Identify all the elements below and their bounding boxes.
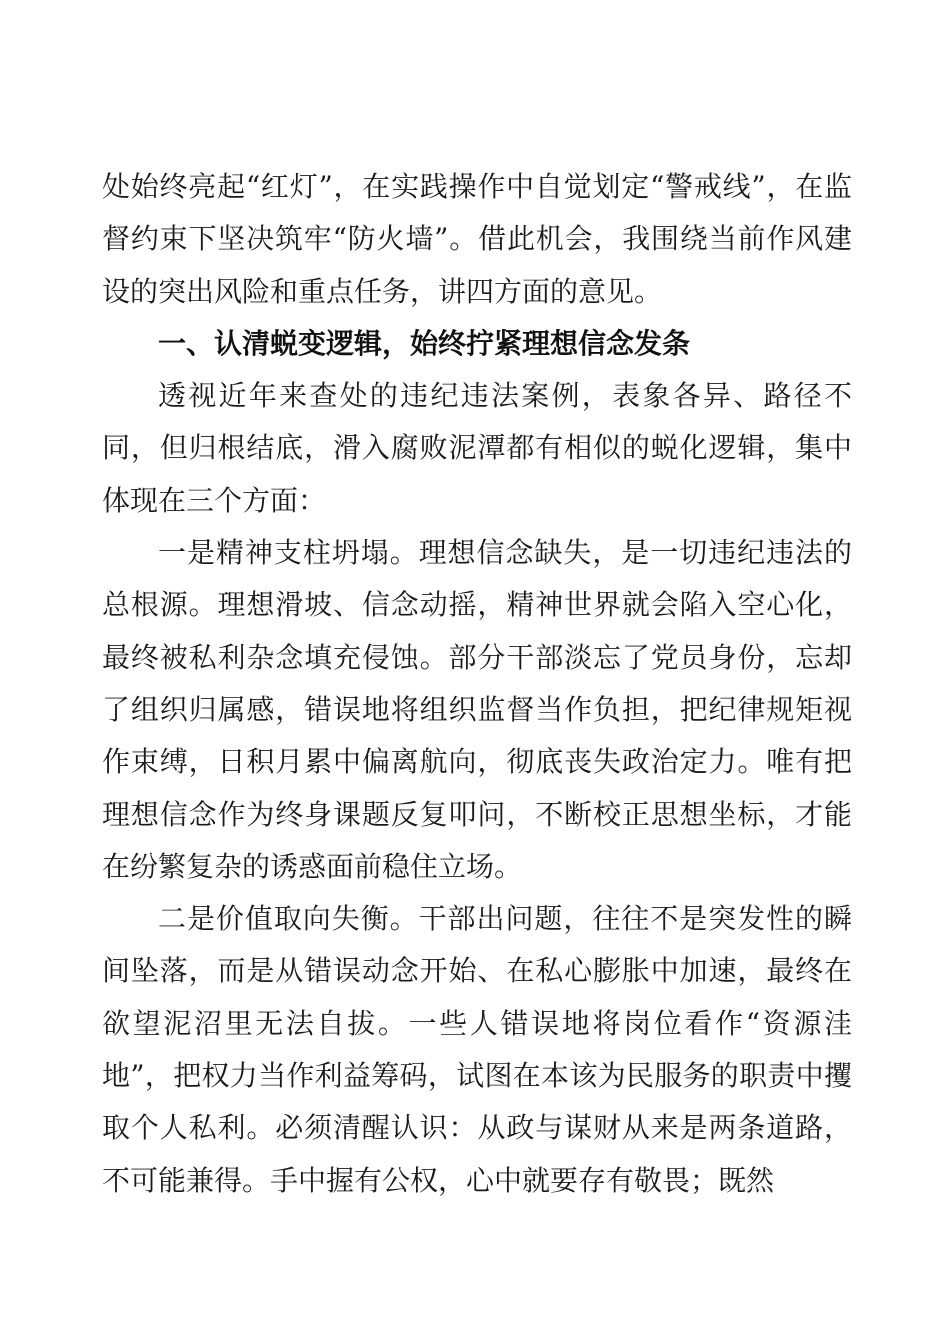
paragraph-intro: 透视近年来查处的违纪违法案例，表象各异、路径不同，但归根结底，滑入腐败泥潭都有相似的蜕化逻辑，集中体现在三个方面： — [102, 379, 852, 517]
document-body — [102, 161, 852, 1207]
section-heading: 一、认清蜕变逻辑，始终拧紧理想信念发条 — [158, 326, 691, 360]
paragraph-point-two: 二是价值取向失衡。干部出问题，往往不是突发性的瞬间坠落，而是从错误动念开始、在私心膨胀中加速，最终在欲望泥沼里无法自拔。一些人错误地将岗位看作“资源洼地”，把权力当作利益筹码，试图在本该为民服务的职责中攫取个人私利。必须清醒认识：从政与谋财从来是两条道路，不可能兼得。手中握有公权，心中就要存有敬畏；既然 — [102, 902, 852, 1197]
paragraph-point-one: 一是精神支柱坍塌。理想信念缺失，是一切违纪违法的总根源。理想滑坡、信念动摇，精神世界就会陷入空心化，最终被私利杂念填充侵蚀。部分干部淡忘了党员身份，忘却了组织归属感，错误地将组织监督当作负担，把纪律规矩视作束缚，日积月累中偏离航向，彻底丧失政治定力。唯有把理想信念作为终身课题反复叩问，不断校正思想坐标，才能在纷繁复杂的诱惑面前稳住立场。 — [102, 536, 852, 883]
paragraph-continuation: 处始终亮起“红灯”，在实践操作中自觉划定“警戒线”，在监督约束下坚决筑牢“防火墙”。借此机会，我围绕当前作风建设的突出风险和重点任务，讲四方面的意见。 — [102, 170, 852, 308]
